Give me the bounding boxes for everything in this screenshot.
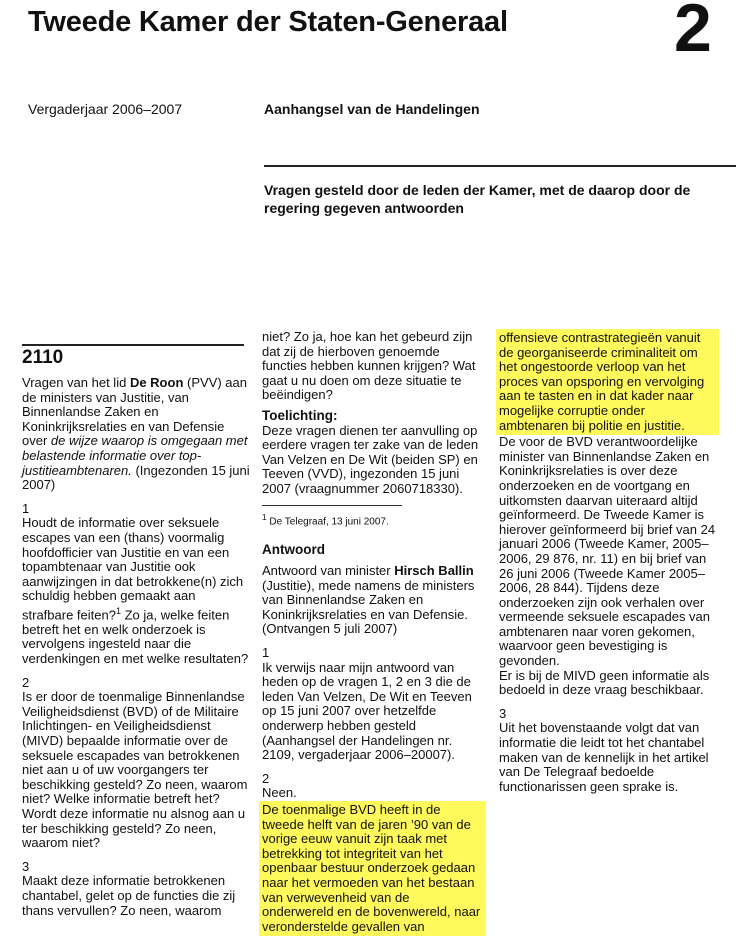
question-1: Houdt de informatie over seksuele escapes van een (thans) voormalig hoofdofficier van Justitie en van een topambtenaar van Justitie ook aanwijzingen in dat betrokkene(n) zich schuldig hebben gemaakt aan strafbare feiten?$^1$ Zo ja, welke feiten betreft het en welk onderzoek is vervolgens ingesteld naar die verdenkingen en met welke resultaten? bbox=[22, 515, 249, 667]
highlighted-passage: De toenmalige BVD heeft in de tweede helft van de jaren ’90 van de vorige eeuw vanuit zijn taak met betrekking tot integriteit van het openbaar bestuur onderzoek gedaan naar het vermoeden van het bestaan van verwevenheid van de onderwereld en de bovenwereld, naar veronderstelde gevallen van bbox=[259, 801, 486, 936]
question-2: Is er door de toenmalige Binnenlandse Veiligheidsdienst (BVD) of de Militaire Inlichtingen- en Veiligheidsdienst (MIVD) bepaalde informatie over de seksuele escapades van betrokkenen niet aan u of uw voorgangers ter beschikking gesteld? Zo neen, waarom niet? Welke informatie betreft het? Wordt deze informatie nu alsnog aan u ter beschikking gesteld? Zo neen, waarom niet? bbox=[22, 689, 248, 851]
answer-3-number: 3 bbox=[499, 705, 507, 721]
footnote: $^1$ De Telegraaf, 13 juni 2007. bbox=[262, 505, 402, 530]
question-2-number: 2 bbox=[22, 674, 30, 690]
answer-2: Neen. bbox=[262, 785, 297, 801]
question-subject: de wijze waarop is omgegaan met belastende informatie over top-justitieambtenaren. bbox=[22, 433, 248, 478]
column-middle bbox=[262, 330, 486, 936]
footnote-ref: 1 bbox=[115, 605, 121, 616]
publication-title: Tweede Kamer der Staten-Generaal bbox=[28, 6, 508, 38]
answer-3: Uit het bovenstaande volgt dat van informatie die leidt tot het chantabel maken van de kennelijk in het artikel van De Telegraaf bedoelde functionarissen geen sprake is. bbox=[499, 720, 709, 794]
question-intro: Vragen van het lid De Roon (PVV) aan de ministers van Justitie, van Binnenlandse Zaken en Koninkrijksrelaties en van Defensie over de wijze waarop is omgegaan met belastende informatie over top-justitieambtenaren. (Ingezonden 15 juni 2007) bbox=[22, 375, 250, 493]
header-divider bbox=[264, 165, 736, 167]
answer-1: Ik verwijs naar mijn antwoord van heden op de vragen 1, 2 en 3 die de leden Van Velzen, De Wit en Teeven op 15 juni 2007 over hetzelfde onderwerp hebben gesteld (Aanhangsel der Handelingen nr. 2109, vergaderjaar 2006–20007). bbox=[262, 659, 472, 763]
highlighted-passage-continued: offensieve contrastrategieën vanuit de georganiseerde criminaliteit om het ongestoorde verloop van het proces van opsporing en vervolging aan te tasten en in dat kader naar mogelijke corruptie onder ambtenaren bij politie en justitie. bbox=[496, 329, 719, 435]
asker-name: De Roon bbox=[129, 375, 184, 390]
question-3: Maakt deze informatie betrokkenen chantabel, gelet op de functies die zij thans vervullen? Zo neen, waarom bbox=[22, 873, 236, 918]
column-left bbox=[22, 344, 250, 918]
explanation-heading: Toelichting: bbox=[262, 407, 338, 423]
answer-2-continued: De voor de BVD verantwoordelijke minister van Binnenlandse Zaken en Koninkrijksrelaties is over deze onderzoeken en de voortgang en uitkomsten daarvan uiteraard altijd geïnformeerd. De Tweede Kamer is hierover geïnformeerd bij brief van 24 januari 2006 (Tweede Kamer, 2005–2006, 29 876, nr. 11) en bij brief van 26 juni 2006 (Tweede Kamer 2005–2006, 28 844). Tijdens deze onderzoeken zijn ook verhalen over vermeende seksuele escapades van ambtenaren naar voren gekomen, waarvoor geen bevestiging is gevonden. bbox=[499, 434, 716, 669]
appendix-label: Aanhangsel van de Handelingen bbox=[264, 101, 480, 117]
question-1-number: 1 bbox=[22, 500, 30, 516]
explanation-text: Deze vragen dienen ter aanvulling op eerdere vragen ter zake van de leden Van Velzen en De Wit (beiden SP) en Teeven (VVD), ingezonden 15 juni 2007 (vraagnummer 2060718330). bbox=[262, 422, 479, 496]
answer-2-mivd: Er is bij de MIVD geen informatie als bedoeld in deze vraag beschikbaar. bbox=[499, 667, 710, 698]
answer-heading: Antwoord bbox=[262, 542, 325, 558]
answer-1-number: 1 bbox=[262, 645, 270, 661]
answer-2-number: 2 bbox=[262, 770, 270, 786]
issue-number: 2 bbox=[674, 0, 712, 66]
session-year: Vergaderjaar 2006–2007 bbox=[28, 101, 183, 117]
answer-intro: Antwoord van minister Hirsch Ballin (Justitie), mede namens de ministers van Binnenlandse Zaken en Koninkrijksrelaties en van Defensie. (Ontvangen 5 juli 2007) bbox=[262, 563, 475, 637]
question-3-continued: niet? Zo ja, hoe kan het gebeurd zijn dat zij de hierboven genoemde functies hebben kunnen krijgen? Wat gaat u nu doen om deze situatie te beëindigen? bbox=[262, 329, 476, 403]
column-right bbox=[499, 329, 719, 794]
minister-name: Hirsch Ballin bbox=[394, 563, 474, 579]
question-3-number: 3 bbox=[22, 858, 30, 874]
section-subtitle: Vragen gesteld door de leden der Kamer, met de daarop door de regering gegeven antwoorden bbox=[264, 182, 691, 216]
question-number: 2110 bbox=[22, 344, 244, 374]
